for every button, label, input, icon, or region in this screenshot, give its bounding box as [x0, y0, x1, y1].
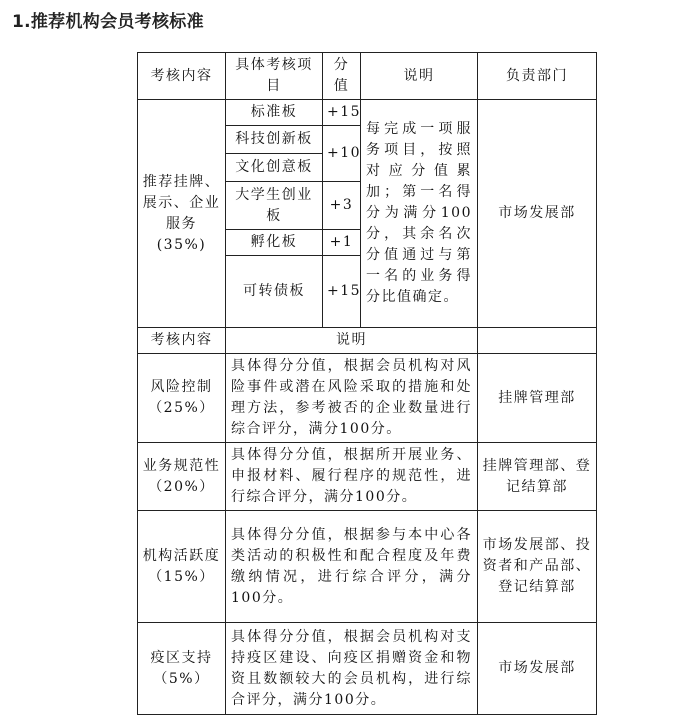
criteria-dept: 市场发展部、投资者和产品部、登记结算部: [478, 511, 597, 623]
criteria-row: [138, 623, 597, 715]
item-name: 科技创新板: [226, 126, 323, 154]
recommend-desc: 每完成一项服务项目，按照对应分值累加；第一名得分为满分100分，其余名次分值通过与第一名的业务得分比值确定。: [361, 100, 478, 328]
item-name: 孵化板: [226, 230, 323, 256]
recommend-dept: 市场发展部: [478, 100, 597, 328]
criteria-row: [138, 511, 597, 623]
header-row: [138, 53, 597, 100]
criteria-content: 机构活跃度（15%）: [138, 511, 226, 623]
header-dept: 负责部门: [478, 53, 597, 100]
item-score: +15: [323, 256, 361, 328]
subheader-desc: 说明: [226, 328, 478, 354]
criteria-content: 业务规范性（20%）: [138, 443, 226, 511]
section-heading: 1.推荐机构会员考核标准: [12, 12, 204, 32]
criteria-content: 疫区支持（5%）: [138, 623, 226, 715]
criteria-row: [138, 354, 597, 443]
item-score: +1: [323, 230, 361, 256]
subheader-dept: [478, 328, 597, 354]
criteria-dept: 市场发展部: [478, 623, 597, 715]
criteria-row: [138, 443, 597, 511]
recommend-content: 推荐挂牌、展示、企业服务(35%): [138, 100, 226, 328]
header-item: 具体考核项目: [226, 53, 323, 100]
subheader-row: [138, 328, 597, 354]
criteria-desc: 具体得分分值，根据参与本中心各类活动的积极性和配合程度及年费缴纳情况，进行综合评分，满分100分。: [226, 511, 478, 623]
criteria-dept: 挂牌管理部: [478, 354, 597, 443]
criteria-desc: 具体得分分值，根据会员机构对风险事件或潜在风险采取的措施和处理方法，参考被否的企业数量进行综合评分，满分100分。: [226, 354, 478, 443]
criteria-dept: 挂牌管理部、登记结算部: [478, 443, 597, 511]
item-score: +15: [323, 100, 361, 126]
header-score: 分值: [323, 53, 361, 100]
item-score: +10: [323, 126, 361, 182]
header-desc: 说明: [361, 53, 478, 100]
assessment-table: [137, 52, 597, 715]
item-score: +3: [323, 182, 361, 230]
header-content: 考核内容: [138, 53, 226, 100]
criteria-content: 风险控制（25%）: [138, 354, 226, 443]
recommend-row: [138, 100, 597, 126]
subheader-content: 考核内容: [138, 328, 226, 354]
item-name: 标准板: [226, 100, 323, 126]
item-name: 大学生创业板: [226, 182, 323, 230]
item-name: 可转债板: [226, 256, 323, 328]
item-name: 文化创意板: [226, 154, 323, 182]
criteria-desc: 具体得分分值，根据所开展业务、申报材料、履行程序的规范性，进行综合评分，满分100分。: [226, 443, 478, 511]
criteria-desc: 具体得分分值，根据会员机构对支持疫区建设、向疫区捐赠资金和物资且数额较大的会员机构，进行综合评分，满分100分。: [226, 623, 478, 715]
